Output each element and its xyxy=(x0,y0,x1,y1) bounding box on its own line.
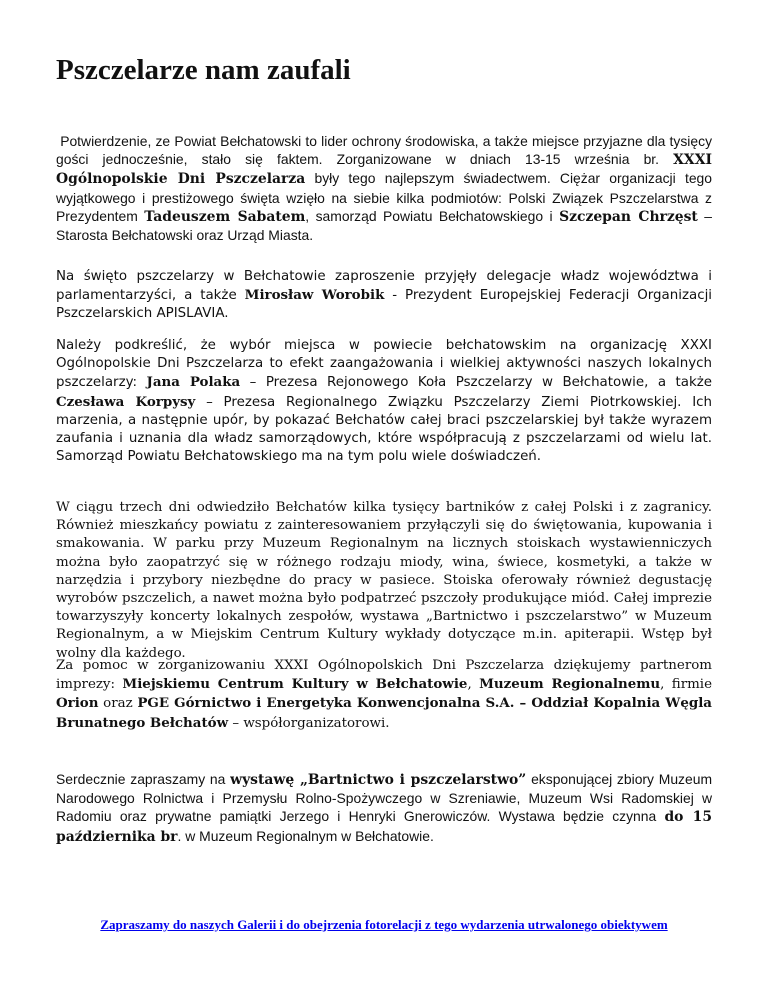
person-name: Tadeuszem Sabatem xyxy=(144,208,306,225)
paragraph-visitors: W ciągu trzech dni odwiedziło Bełchatów kilka tysięcy bartników z całej Polski i z zagranicy. Również mieszkańcy powiatu z zainteresowaniem przyłączyli się do świętowania, kupowania i smakowania. W parku przy Muzeum Regionalnym na licznych stoiskach wystawienniczych można było zaopatrzyć się w różnego rodzaju miody, wina, świece, kosmetyki, a także w narzędzia i przybory niezbędne do pracy w pasiece. Stoiska oferowały również degustację wyrobów pszczelich, a nawet można było podpatrzeć pszczoły produkujące miód. Całej imprezie towarzyszyły koncerty lokalnych zespołów, wystawa „Bartnictwo i pszczelarstwo” w Muzeum Regionalnym, a w Miejskim Centrum Kultury wykłady dotyczące m.in. apiterapii. Wstęp był wolny dla każdego. xyxy=(56,500,712,661)
person-name: Czesława Korpysy xyxy=(56,393,196,410)
paragraph-partners: Za pomoc w zorganizowaniu XXXI Ogólnopolskich Dni Pszczelarza dziękujemy partnerom imprezy: Miejskiemu Centrum Kultury w Bełchatowie, Muzeum Regionalnemu, firmie Orion oraz PGE Górnictwo i Energetyka Konwencjonalna S.A. – Oddział Kopalnia Węgla Brunatnego Bełchatów – współorganizatorowi. xyxy=(56,658,713,731)
paragraph-intro: Potwierdzenie, ze Powiat Bełchatowski to lider ochrony środowiska, a także miejsce przyjazne dla tysięcy gości jednocześnie, stało się faktem. Zorganizowane w dniach 13-15 września br. XXXI Ogólnopolskie Dni Pszczelarza były tego najlepszym świadectwem. Ciężar organizacji tego wyjątkowego i prestiżowego święta wzięło na siebie kilka podmiotów: Polski Związek Pszczelarstwa z Prezydentem Tadeuszem Sabatem, samorząd Powiatu Bełchatowskiego i Szczepan Chrzęst – Starosta Bełchatowski oraz Urząd Miasta. xyxy=(56,133,713,244)
exhibition-name: wystawę „Bartnictwo i pszczelarstwo” xyxy=(230,772,527,788)
partner-name: Muzeum Regionalnemu xyxy=(479,676,661,693)
person-name: Szczepan Chrzęst xyxy=(559,208,698,225)
event-name: XXXI Ogólnopolskie Dni Pszczelarza xyxy=(56,152,712,188)
paragraph-exhibition: Serdecznie zapraszamy na wystawę „Bartnictwo i pszczelarstwo” eksponującej zbiory Muzeum Narodowego Rolnictwa i Przemysłu Rolno-Spożywczego w Szreniawie, Muzeum Wsi Radomskiej w Radomiu oraz prywatne pamiątki Jerzego i Henryki Gnerowiczów. Wystawa będzie czynna do 15 października br. w Muzeum Regionalnym w Bełchatowie. xyxy=(56,771,713,845)
gallery-link[interactable]: Zapraszamy do naszych Galerii i do obejrzenia fotorelacji z tego wydarzenia utrwalonego obiektywem xyxy=(100,917,668,932)
partner-name: Orion xyxy=(56,695,99,712)
partner-name: Miejskiemu Centrum Kultury w Bełchatowie xyxy=(122,676,468,693)
gallery-link-line xyxy=(56,917,712,933)
paragraph-delegations: Na święto pszczelarzy w Bełchatowie zaproszenie przyjęły delegacje władz województwa i parlamentarzyści, a także Mirosław Worobik - Prezydent Europejskiej Federacji Organizacji Pszczelarskich APISLAVIA. xyxy=(56,269,713,322)
page-title: Pszczelarze nam zaufali xyxy=(56,54,351,86)
partner-name: PGE Górnictwo i Energetyka Konwencjonalna S.A. – Oddział Kopalnia Węgla Brunatnego Bełchatów xyxy=(56,695,712,731)
exhibition-date: do 15 października br xyxy=(56,809,712,845)
person-name: Jana Polaka xyxy=(146,374,241,391)
person-name: Mirosław Worobik xyxy=(244,287,385,304)
paragraph-beekeepers: Należy podkreślić, że wybór miejsca w powiecie bełchatowskim na organizację XXXI Ogólnopolskie Dni Pszczelarza to efekt zaangażowania i wielkiej aktywności naszych lokalnych pszczelarzy: Jana Polaka – Prezesa Rejonowego Koła Pszczelarzy w Bełchatowie, a także Czesława Korpysy – Prezesa Regionalnego Związku Pszczelarzy Ziemi Piotrkowskiej. Ich marzenia, a następnie upór, by pokazać Bełchatów całej braci pszczelarskiej był także wyrazem zaufania i uznania dla władz samorządowych, które współpracują z pszczelarzami od wielu lat. Samorząd Powiatu Bełchatowskiego ma na tym polu wiele doświadczeń. xyxy=(56,338,712,465)
